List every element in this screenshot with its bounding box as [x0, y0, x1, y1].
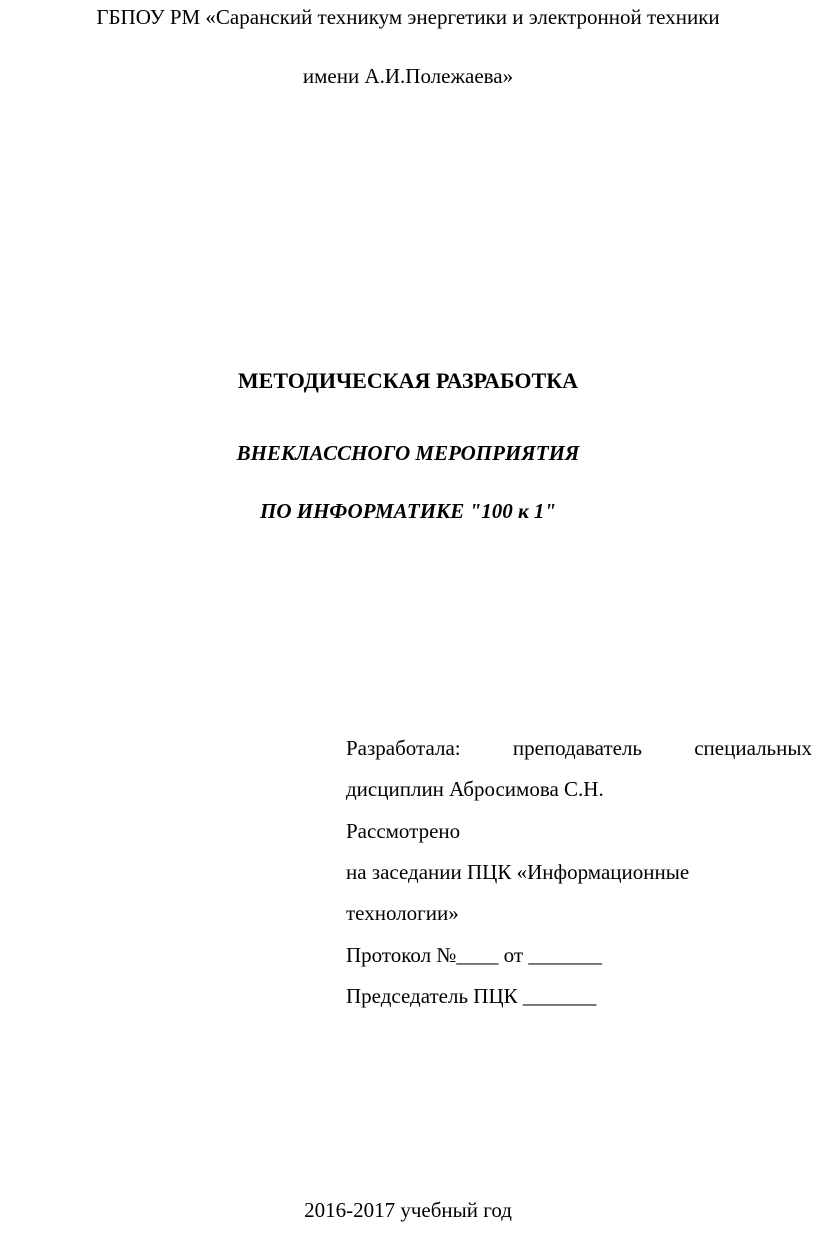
document-title: МЕТОДИЧЕСКАЯ РАЗРАБОТКА: [237, 368, 579, 393]
organization-name-line-2: имени А.И.Полежаева»: [302, 64, 514, 88]
document-subtitle-line-1: ВНЕКЛАССНОГО МЕРОПРИЯТИЯ: [236, 441, 580, 465]
developer-line: [346, 735, 812, 761]
reviewed-label: Рассмотрено: [346, 819, 461, 843]
meeting-line-1: на заседании ПЦК «Информационные: [346, 860, 690, 884]
developer-role-word-2: специальных: [694, 736, 812, 760]
meeting-line-2: технологии»: [346, 901, 459, 925]
document-subtitle-line-2: ПО ИНФОРМАТИКЕ "100 к 1": [260, 499, 556, 523]
academic-year: 2016-2017 учебный год: [304, 1198, 512, 1222]
chairman-line: Председатель ПЦК _______: [346, 984, 597, 1008]
developer-name-line: дисциплин Абросимова С.Н.: [346, 777, 604, 801]
developer-role-word-1: преподаватель: [512, 736, 642, 760]
organization-name-line-1: ГБПОУ РМ «Саранский техникум энергетики и электронной техники: [96, 5, 720, 29]
protocol-line: Протокол №____ от _______: [346, 943, 602, 967]
developer-label: Разработала:: [346, 736, 461, 760]
